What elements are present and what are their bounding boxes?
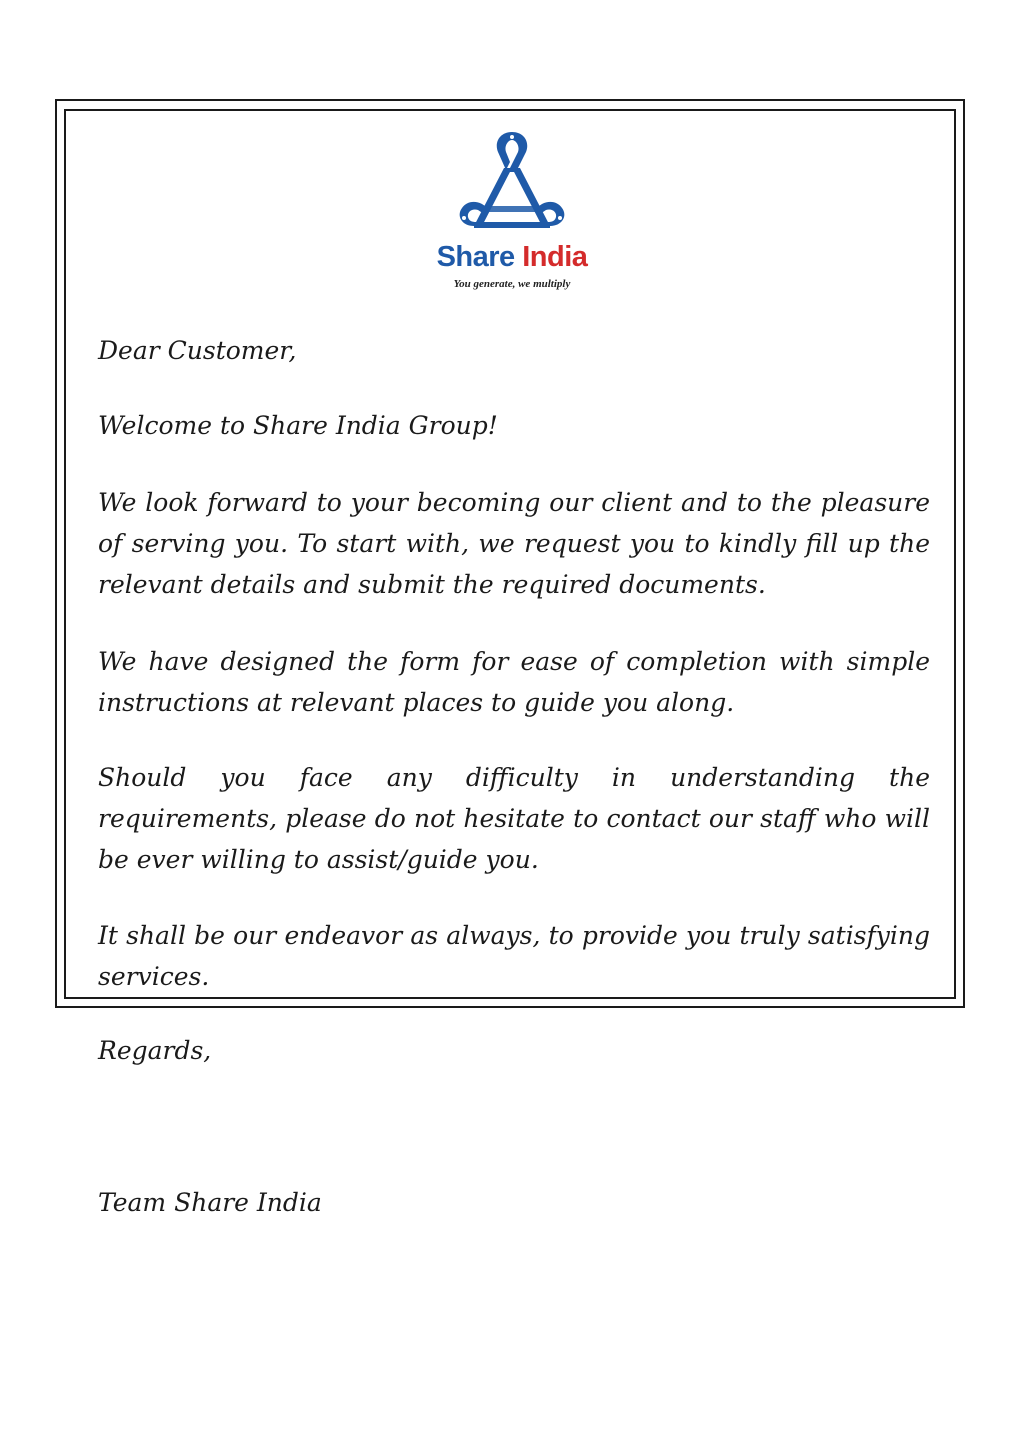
brand-name-share: Share bbox=[436, 241, 515, 273]
letter-paragraph: We look forward to your becoming our client and to the pleasure of serving you. To start with, we request you to kindly fill up the relevant details and submit the required documents. bbox=[98, 488, 930, 599]
letter-signature: Team Share India bbox=[98, 1188, 322, 1217]
company-logo bbox=[420, 128, 604, 294]
brand-tagline: You generate, we multiply bbox=[453, 278, 571, 290]
triangle-ribbon-logo-icon bbox=[452, 128, 572, 238]
letter-paragraph: We have designed the form for ease of completion with simple instructions at relevant places to guide you along. bbox=[98, 647, 930, 717]
letter-salutation: Dear Customer, bbox=[98, 336, 297, 365]
letter-paragraph: Should you face any difficulty in understanding the requirements, please do not hesitate to contact our staff who will be ever willing to assist/guide you. bbox=[98, 763, 930, 874]
letter-welcome: Welcome to Share India Group! bbox=[98, 411, 498, 440]
brand-name bbox=[420, 240, 604, 274]
letter-closing: Regards, bbox=[98, 1036, 212, 1065]
letter-paragraph: It shall be our endeavor as always, to provide you truly satisfying services. bbox=[98, 921, 930, 991]
brand-name-india: India bbox=[522, 241, 588, 273]
